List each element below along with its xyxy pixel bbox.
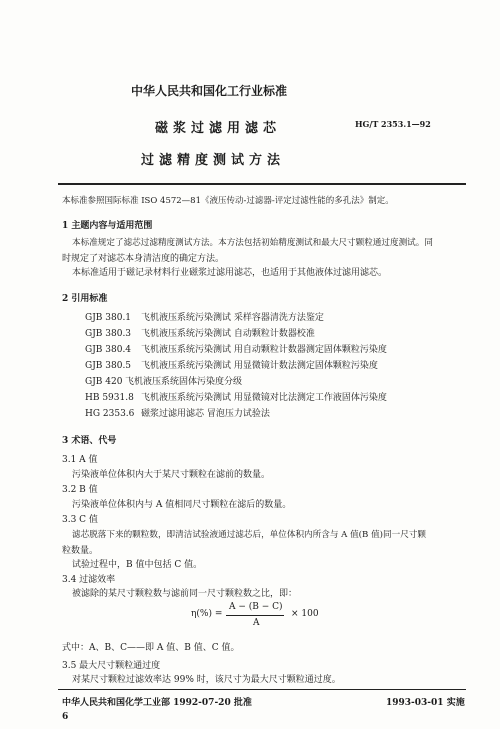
term-3-2-label: 3.2 B 值	[62, 485, 98, 495]
reference-item	[85, 358, 378, 371]
doc-title-line2: 过滤精度测试方法	[141, 153, 286, 168]
reference-title: 飞机液压系统固体污染度分级	[125, 377, 243, 387]
term-3-3-label: 3.3 C 值	[62, 515, 98, 525]
term-3-2-text: 污染液单位体积内与 A 值相同尺寸颗粒在滤后的数量。	[72, 500, 292, 510]
reference-item	[85, 406, 270, 419]
header-rule	[58, 183, 466, 185]
sec1-para1-line2: 时规定了对滤芯本身清洁度的确定方法。	[62, 254, 225, 264]
doc-title-line1: 磁浆过滤用滤芯	[155, 121, 282, 136]
reference-code: GJB 380.4	[85, 345, 132, 355]
reference-item	[85, 342, 387, 355]
implementation-date: 1993-03-01 实施	[386, 698, 465, 708]
sec1-para2: 本标准适用于磁记录材料行业磁浆过滤用滤芯，也适用于其他液体过滤用滤芯。	[72, 268, 388, 278]
reference-code: HB 5931.8	[85, 393, 134, 403]
term-3-5-text: 对某尺寸颗粒过滤效率达 99% 时，该尺寸为最大尺寸颗粒通过度。	[72, 675, 341, 685]
approval-line: 中华人民共和国化学工业部 1992-07-20 批准	[62, 698, 252, 708]
term-3-5-label: 3.5 最大尺寸颗粒通过度	[62, 661, 161, 671]
sec3-heading: 3 术语、代号	[62, 436, 117, 446]
reference-code: GJB 420	[85, 377, 123, 387]
intro-text: 本标准参照国际标准 ISO 4572—81《液压传动-过滤器-评定过滤性能的多孔法》制定。	[62, 196, 394, 206]
formula-denominator: A	[253, 618, 260, 628]
reference-code: GJB 380.3	[85, 329, 132, 339]
term-3-1-text: 污染液单位体积内大于某尺寸颗粒在滤前的数量。	[72, 470, 271, 480]
formula-fraction-bar	[226, 615, 284, 616]
term-3-1-label: 3.1 A 值	[62, 455, 98, 465]
formula-multiplier: × 100	[291, 609, 319, 619]
reference-item	[85, 310, 324, 323]
sec2-heading: 2 引用标准	[62, 294, 108, 304]
efficiency-formula	[191, 602, 333, 634]
term-3-4-label: 3.4 过滤效率	[62, 575, 116, 585]
reference-title: 飞机液压系统污染测试 用显微镜计数法测定固体颗粒污染度	[141, 361, 378, 371]
formula-numerator: A − (B − C)	[229, 602, 283, 612]
page-number: 6	[62, 712, 69, 722]
reference-title: 磁浆过滤用滤芯 冒泡压力试验法	[141, 409, 270, 419]
reference-title: 飞机液压系统污染测试 自动颗粒计数器校准	[141, 329, 315, 339]
reference-item	[85, 326, 315, 339]
sec1-heading: 1 主题内容与适用范围	[62, 221, 153, 231]
term-3-3-line2: 粒数量。	[62, 546, 99, 556]
term-3-3-note: 试验过程中，B 值中包括 C 值。	[72, 560, 203, 570]
where-clause: 式中：A、B、C——即 A 值、B 值、C 值。	[62, 643, 240, 653]
reference-item	[85, 374, 242, 387]
standard-number: HG/T 2353.1—92	[355, 119, 431, 129]
formula-lhs: η(%) =	[191, 609, 223, 619]
reference-code: GJB 380.5	[85, 361, 132, 371]
footer-rule	[58, 689, 466, 690]
ministry-title: 中华人民共和国化工行业标准	[131, 84, 288, 98]
reference-code: HG 2353.6	[85, 409, 135, 419]
reference-code: GJB 380.1	[85, 313, 132, 323]
term-3-4-text: 被滤除的某尺寸颗粒数与滤前同一尺寸颗粒数之比，即：	[72, 589, 298, 599]
reference-title: 飞机液压系统污染测试 用自动颗粒计数器测定固体颗粒污染度	[141, 345, 387, 355]
sec1-para1-line1: 本标准规定了滤芯过滤精度测试方法。本方法包括初始精度测试和最大尺寸颗粒通过度测试。同	[72, 238, 433, 248]
term-3-3-line1: 滤芯脱落下来的颗粒数，即清洁试验液通过滤芯后，单位体积内所含与 A 值(B 值)同一尺寸颗	[72, 530, 426, 540]
reference-title: 飞机液压系统污染测试 用显微镜对比法测定工作液固体污染度	[141, 393, 387, 403]
reference-item	[85, 390, 387, 403]
reference-title: 飞机液压系统污染测试 采样容器清洗方法鉴定	[141, 313, 324, 323]
